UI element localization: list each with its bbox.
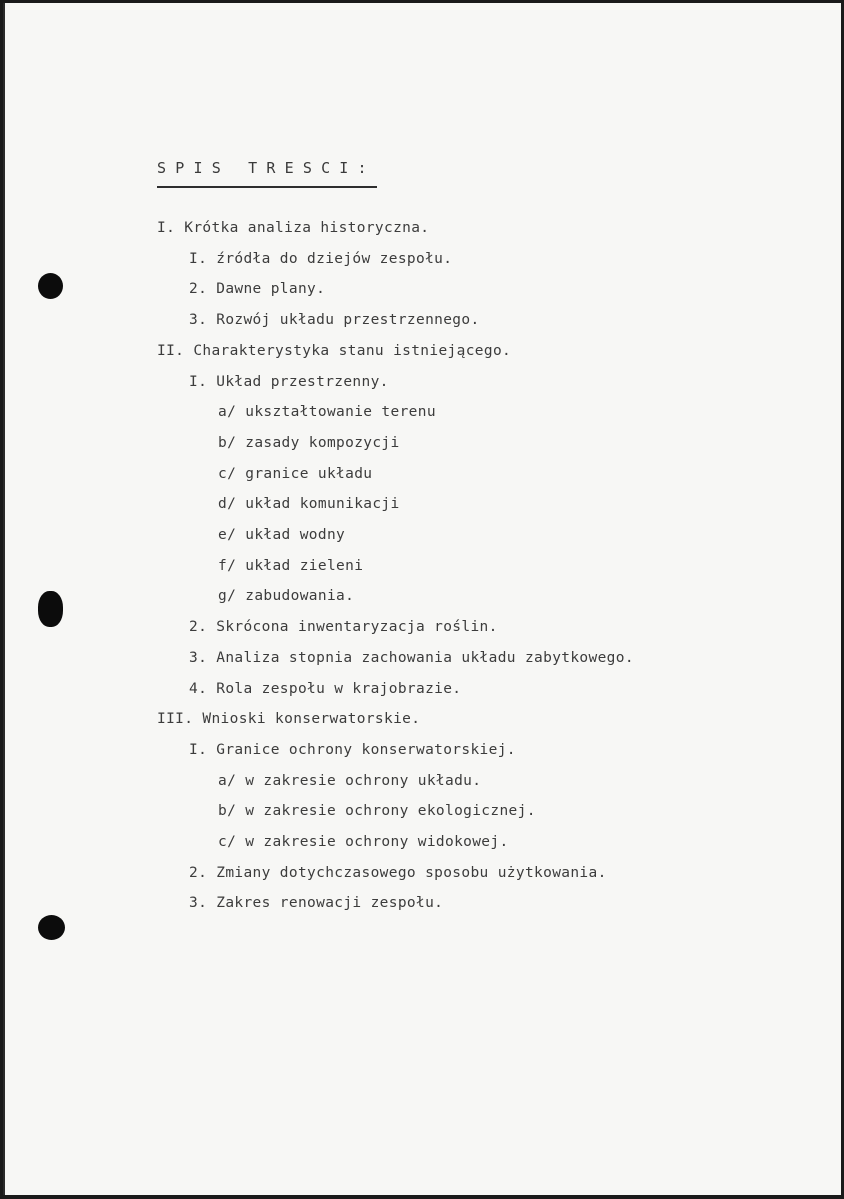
toc-item-level-1: 3. Analiza stopnia zachowania układu zabytkowego. bbox=[189, 649, 634, 666]
toc-item-level-1: 2. Dawne plany. bbox=[189, 281, 326, 298]
toc-item-level-2: a/ w zakresie ochrony układu. bbox=[218, 772, 482, 789]
toc-item-level-2: g/ zabudowania. bbox=[218, 588, 355, 605]
toc-item-level-2: b/ w zakresie ochrony ekologicznej. bbox=[218, 803, 536, 820]
toc-item-level-1: I. źródła do dziejów zespołu. bbox=[189, 250, 453, 267]
toc-item-level-2: f/ układ zieleni bbox=[218, 557, 364, 574]
toc-item-level-0: II. Charakterystyka stanu istniejącego. bbox=[157, 342, 512, 359]
toc-item-level-1: 4. Rola zespołu w krajobrazie. bbox=[189, 680, 462, 697]
punch-hole-bottom bbox=[38, 915, 65, 940]
toc-item-level-0: III. Wnioski konserwatorskie. bbox=[157, 711, 421, 728]
toc-item-level-1: I. Układ przestrzenny. bbox=[189, 373, 389, 390]
toc-item-level-1: 3. Zakres renowacji zespołu. bbox=[189, 895, 444, 912]
punch-hole-middle bbox=[38, 591, 63, 627]
toc-item-level-1: 3. Rozwój układu przestrzennego. bbox=[189, 312, 480, 329]
toc-item-level-2: d/ układ komunikacji bbox=[218, 496, 400, 513]
toc-item-level-2: c/ w zakresie ochrony widokowej. bbox=[218, 834, 509, 850]
toc-item-level-0: I. Krótka analiza historyczna. bbox=[157, 220, 430, 236]
toc-item-level-2: a/ ukształtowanie terenu bbox=[218, 404, 436, 421]
toc-item-level-1: I. Granice ochrony konserwatorskiej. bbox=[189, 741, 516, 758]
title-underline bbox=[157, 186, 377, 188]
page-title: SPIS TRESCI: bbox=[157, 159, 376, 177]
punch-hole-top bbox=[38, 273, 63, 299]
toc-item-level-1: 2. Zmiany dotychczasowego sposobu użytkowania. bbox=[189, 864, 607, 881]
document-page bbox=[3, 3, 841, 1195]
toc-item-level-2: c/ granice układu bbox=[218, 465, 373, 482]
toc-item-level-2: b/ zasady kompozycji bbox=[218, 434, 400, 451]
toc-item-level-1: 2. Skrócona inwentaryzacja roślin. bbox=[189, 619, 498, 636]
toc-item-level-2: e/ układ wodny bbox=[218, 527, 346, 543]
